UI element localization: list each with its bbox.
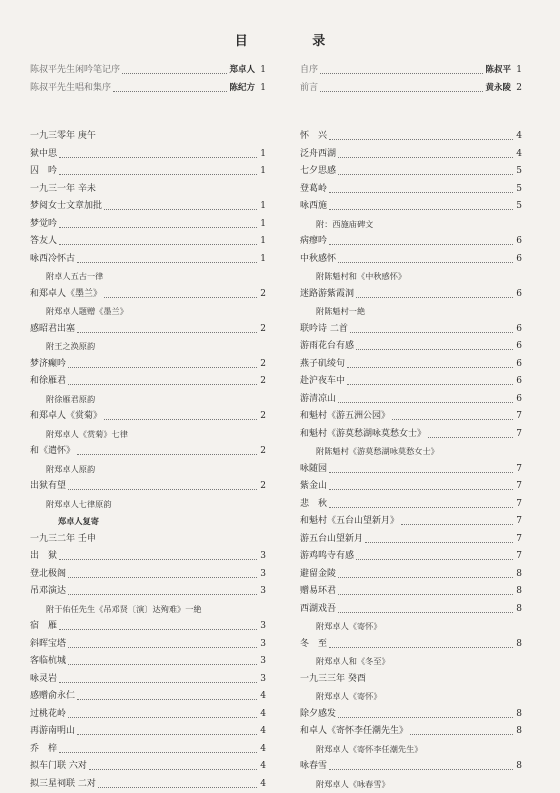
entry-title: 陈叔平先生闲吟笔记序 bbox=[30, 62, 120, 80]
entry-title: 过桃花岭 bbox=[30, 706, 66, 724]
entry-title: 附陈魁村《游莫愁湖咏莫愁女士》 bbox=[316, 443, 439, 461]
entry-title: 斜晖宝塔 bbox=[30, 636, 66, 654]
toc-sub-entry bbox=[30, 391, 266, 409]
toc-entry bbox=[30, 618, 266, 636]
leader-dots bbox=[356, 297, 513, 298]
page-number: 8 bbox=[515, 758, 522, 776]
entry-title: 紫金山 bbox=[300, 478, 327, 496]
toc-column-left bbox=[30, 128, 266, 793]
page-number: 7 bbox=[515, 496, 522, 514]
toc-sub-entry bbox=[30, 496, 266, 514]
toc-entry bbox=[30, 706, 266, 724]
page-number: 1 bbox=[259, 216, 266, 234]
page-number: 5 bbox=[515, 198, 522, 216]
page-number: 6 bbox=[515, 338, 522, 356]
toc-entry bbox=[30, 163, 266, 181]
toc-entry bbox=[30, 198, 266, 216]
toc-sub-entry bbox=[300, 618, 522, 636]
entry-title: 附：西施庙碑文 bbox=[316, 216, 373, 234]
leader-dots bbox=[59, 682, 257, 683]
leader-dots bbox=[338, 262, 513, 263]
toc-sub-entry bbox=[30, 601, 266, 619]
entry-title: 出 狱 bbox=[30, 548, 57, 566]
toc-entry bbox=[300, 128, 522, 146]
leader-dots bbox=[68, 594, 257, 595]
page-number: 1 bbox=[259, 62, 266, 80]
page-number: 4 bbox=[515, 128, 522, 146]
leader-dots bbox=[329, 647, 513, 648]
toc-entry bbox=[30, 478, 266, 496]
page-number: 8 bbox=[515, 723, 522, 741]
leader-dots bbox=[89, 769, 257, 770]
entry-title: 一九三零年 庚午 bbox=[30, 128, 96, 146]
leader-dots bbox=[350, 332, 513, 333]
page-number: 2 bbox=[259, 478, 266, 496]
entry-title: 附王之涣原韵 bbox=[46, 338, 95, 356]
page-number: 6 bbox=[515, 251, 522, 269]
entry-title: 登葛岭 bbox=[300, 181, 327, 199]
entry-title: 附郑卓人题赠《墨兰》 bbox=[46, 303, 128, 321]
year-heading bbox=[30, 181, 266, 199]
entry-title: 感昭君出塞 bbox=[30, 321, 75, 339]
toc-sub-entry bbox=[300, 741, 522, 759]
entry-title: 附陈魁村和《中秋感怀》 bbox=[316, 268, 406, 286]
leader-dots bbox=[122, 73, 227, 74]
entry-title: 咏西施 bbox=[300, 198, 327, 216]
page-title: 目 录 bbox=[0, 30, 560, 49]
entry-title: 拟车门联 六对 bbox=[30, 758, 87, 776]
entry-title: 游雨花台有感 bbox=[300, 338, 354, 356]
entry-title: 赴沪夜车中 bbox=[300, 373, 345, 391]
toc-entry bbox=[300, 426, 522, 444]
leader-dots bbox=[104, 297, 257, 298]
leader-dots bbox=[77, 734, 257, 735]
entry-title: 狱中思 bbox=[30, 146, 57, 164]
leader-dots bbox=[347, 384, 513, 385]
entry-title: 西湖戏吾 bbox=[300, 601, 336, 619]
leader-dots bbox=[113, 91, 227, 92]
page-number: 2 bbox=[259, 408, 266, 426]
leader-dots bbox=[338, 157, 513, 158]
toc-entry bbox=[300, 233, 522, 251]
leader-dots bbox=[59, 629, 257, 630]
toc-entry bbox=[300, 251, 522, 269]
page-number: 2 bbox=[259, 443, 266, 461]
page-number: 2 bbox=[259, 286, 266, 304]
toc-entry bbox=[30, 723, 266, 741]
leader-dots bbox=[347, 367, 513, 368]
toc-entry bbox=[300, 636, 522, 654]
page-number: 3 bbox=[259, 653, 266, 671]
entry-author: 郑卓人 bbox=[229, 62, 259, 80]
page-number: 7 bbox=[515, 426, 522, 444]
entry-title: 前言 bbox=[300, 80, 318, 98]
entry-title: 和卓人《寄怀李任潮先生》 bbox=[300, 723, 408, 741]
toc-sub-entry bbox=[300, 268, 522, 286]
entry-title: 咏春雪 bbox=[300, 758, 327, 776]
toc-sub-entry bbox=[300, 688, 522, 706]
year-heading bbox=[300, 671, 522, 689]
entry-title: 和魁村《游五洲公园》 bbox=[300, 408, 390, 426]
leader-dots bbox=[329, 139, 513, 140]
page-number: 6 bbox=[515, 233, 522, 251]
front-matter-entry bbox=[300, 62, 522, 80]
leader-dots bbox=[104, 209, 257, 210]
leader-dots bbox=[77, 699, 257, 700]
leader-dots bbox=[59, 227, 257, 228]
entry-title: 和魁村《五台山望新月》 bbox=[300, 513, 399, 531]
toc-entry bbox=[300, 548, 522, 566]
leader-dots bbox=[68, 647, 257, 648]
entry-title: 和魁村《游莫愁湖咏莫愁女士》 bbox=[300, 426, 426, 444]
page-number: 6 bbox=[515, 356, 522, 374]
front-matter-entry bbox=[30, 80, 266, 98]
page-number: 1 bbox=[259, 251, 266, 269]
toc-entry bbox=[30, 566, 266, 584]
entry-title: 囚 吟 bbox=[30, 163, 57, 181]
page-number: 8 bbox=[515, 636, 522, 654]
page-number: 6 bbox=[515, 286, 522, 304]
entry-title: 中秋感怀 bbox=[300, 251, 336, 269]
leader-dots bbox=[329, 209, 513, 210]
entry-title: 悲 秋 bbox=[300, 496, 327, 514]
toc-entry bbox=[30, 583, 266, 601]
year-heading bbox=[30, 531, 266, 549]
leader-dots bbox=[98, 787, 257, 788]
entry-title: 客临杭城 bbox=[30, 653, 66, 671]
leader-dots bbox=[68, 717, 257, 718]
toc-entry bbox=[30, 653, 266, 671]
toc-sub-entry bbox=[30, 426, 266, 444]
front-matter-left bbox=[30, 62, 266, 97]
entry-author: 黄永陵 bbox=[485, 80, 515, 98]
entry-title: 再游南明山 bbox=[30, 723, 75, 741]
toc-entry bbox=[30, 408, 266, 426]
entry-title: 一九三二年 壬申 bbox=[30, 531, 96, 549]
toc-column-right bbox=[300, 128, 522, 793]
entry-title: 除夕感发 bbox=[300, 706, 336, 724]
toc-entry bbox=[30, 671, 266, 689]
toc-entry bbox=[30, 741, 266, 759]
entry-title: 怀 兴 bbox=[300, 128, 327, 146]
leader-dots bbox=[428, 437, 513, 438]
entry-title: 游五台山望新月 bbox=[300, 531, 363, 549]
page-number: 4 bbox=[259, 758, 266, 776]
leader-dots bbox=[338, 717, 513, 718]
toc-entry bbox=[300, 286, 522, 304]
page-number: 2 bbox=[259, 321, 266, 339]
leader-dots bbox=[329, 192, 513, 193]
page-number: 2 bbox=[515, 80, 522, 98]
entry-title: 一九三一年 辛未 bbox=[30, 181, 96, 199]
toc-entry bbox=[30, 286, 266, 304]
front-matter-entry bbox=[300, 80, 522, 98]
toc-entry bbox=[300, 198, 522, 216]
entry-title: 和《遣怀》 bbox=[30, 443, 75, 461]
toc-entry bbox=[300, 373, 522, 391]
toc-entry bbox=[30, 373, 266, 391]
leader-dots bbox=[68, 367, 257, 368]
toc-sub-entry bbox=[30, 513, 266, 531]
toc-entry bbox=[30, 356, 266, 374]
toc-entry bbox=[300, 478, 522, 496]
page-number: 1 bbox=[259, 80, 266, 98]
page-number: 4 bbox=[259, 688, 266, 706]
toc-sub-entry bbox=[30, 268, 266, 286]
page-number: 8 bbox=[515, 566, 522, 584]
entry-title: 附郑卓人原韵 bbox=[46, 461, 95, 479]
toc-entry bbox=[30, 216, 266, 234]
page-number: 4 bbox=[259, 776, 266, 793]
entry-title: 附郑卓人《寄怀》 bbox=[316, 688, 382, 706]
toc-entry bbox=[30, 443, 266, 461]
entry-title: 游清凉山 bbox=[300, 391, 336, 409]
toc-entry bbox=[300, 461, 522, 479]
toc-entry bbox=[30, 688, 266, 706]
page-number: 7 bbox=[515, 513, 522, 531]
leader-dots bbox=[365, 542, 513, 543]
toc-entry bbox=[30, 233, 266, 251]
entry-title: 附郑卓人和《冬至》 bbox=[316, 653, 390, 671]
leader-dots bbox=[320, 91, 483, 92]
toc-entry bbox=[30, 548, 266, 566]
page-number: 1 bbox=[259, 163, 266, 181]
leader-dots bbox=[77, 262, 257, 263]
page-number: 5 bbox=[515, 163, 522, 181]
page-number: 7 bbox=[515, 461, 522, 479]
leader-dots bbox=[329, 244, 513, 245]
entry-title: 避留金陵 bbox=[300, 566, 336, 584]
toc-entry bbox=[300, 601, 522, 619]
page-number: 1 bbox=[515, 62, 522, 80]
entry-title: 和郑卓人《赏菊》 bbox=[30, 408, 102, 426]
page-number: 3 bbox=[259, 583, 266, 601]
toc-entry bbox=[30, 321, 266, 339]
leader-dots bbox=[338, 577, 513, 578]
toc-entry bbox=[300, 163, 522, 181]
toc-entry bbox=[300, 723, 522, 741]
leader-dots bbox=[338, 174, 513, 175]
leader-dots bbox=[59, 752, 257, 753]
entry-title: 泛舟西湖 bbox=[300, 146, 336, 164]
page-number: 8 bbox=[515, 706, 522, 724]
page-number: 6 bbox=[515, 373, 522, 391]
leader-dots bbox=[77, 454, 257, 455]
entry-title: 和徐雁君 bbox=[30, 373, 66, 391]
leader-dots bbox=[401, 524, 513, 525]
front-matter-right bbox=[300, 62, 522, 97]
leader-dots bbox=[320, 73, 483, 74]
entry-title: 一九三三年 癸酉 bbox=[300, 671, 366, 689]
entry-title: 答友人 bbox=[30, 233, 57, 251]
page-number: 7 bbox=[515, 548, 522, 566]
toc-sub-entry bbox=[30, 303, 266, 321]
leader-dots bbox=[329, 489, 513, 490]
year-heading bbox=[30, 128, 266, 146]
toc-entry bbox=[300, 496, 522, 514]
entry-title: 附郑卓人七律原韵 bbox=[46, 496, 112, 514]
page-number: 8 bbox=[515, 583, 522, 601]
page-number: 3 bbox=[259, 566, 266, 584]
page-number: 2 bbox=[259, 373, 266, 391]
toc-sub-entry bbox=[300, 303, 522, 321]
page-number: 1 bbox=[259, 198, 266, 216]
toc-sub-entry bbox=[300, 653, 522, 671]
toc-sub-entry bbox=[300, 216, 522, 234]
entry-title: 梦觉吟 bbox=[30, 216, 57, 234]
leader-dots bbox=[104, 419, 257, 420]
toc-entry bbox=[300, 338, 522, 356]
leader-dots bbox=[59, 157, 257, 158]
entry-title: 附郑卓人《咏春雪》 bbox=[316, 776, 390, 793]
entry-title: 咏随园 bbox=[300, 461, 327, 479]
leader-dots bbox=[68, 664, 257, 665]
page-number: 3 bbox=[259, 636, 266, 654]
leader-dots bbox=[68, 384, 257, 385]
leader-dots bbox=[410, 734, 513, 735]
leader-dots bbox=[68, 577, 257, 578]
entry-title: 出狱有望 bbox=[30, 478, 66, 496]
leader-dots bbox=[338, 594, 513, 595]
entry-title: 病瘳吟 bbox=[300, 233, 327, 251]
leader-dots bbox=[59, 559, 257, 560]
toc-entry bbox=[30, 776, 266, 793]
entry-title: 迷路游紫霞洞 bbox=[300, 286, 354, 304]
page-number: 4 bbox=[259, 706, 266, 724]
leader-dots bbox=[59, 174, 257, 175]
entry-author: 陈纪方 bbox=[229, 80, 259, 98]
toc-entry bbox=[30, 758, 266, 776]
entry-title: 冬 至 bbox=[300, 636, 327, 654]
leader-dots bbox=[329, 769, 513, 770]
page-number: 7 bbox=[515, 478, 522, 496]
toc-entry bbox=[300, 531, 522, 549]
toc-entry bbox=[300, 566, 522, 584]
entry-author: 陈叔平 bbox=[485, 62, 515, 80]
page-number: 6 bbox=[515, 391, 522, 409]
entry-title: 附郑卓人《寄怀》 bbox=[316, 618, 382, 636]
leader-dots bbox=[356, 559, 513, 560]
entry-title: 郑卓人复寄 bbox=[58, 513, 99, 531]
toc-sub-entry bbox=[300, 443, 522, 461]
entry-title: 附陈魁村一絶 bbox=[316, 303, 365, 321]
entry-title: 燕子矶绫句 bbox=[300, 356, 345, 374]
toc-entry bbox=[300, 408, 522, 426]
entry-title: 拟三星祠联 二对 bbox=[30, 776, 96, 793]
leader-dots bbox=[356, 349, 513, 350]
page-number: 8 bbox=[515, 601, 522, 619]
toc-sub-entry bbox=[30, 338, 266, 356]
toc-entry bbox=[300, 321, 522, 339]
entry-title: 登北极阁 bbox=[30, 566, 66, 584]
entry-title: 附郑卓人《寄怀李任潮先生》 bbox=[316, 741, 422, 759]
toc-entry bbox=[300, 146, 522, 164]
page-number: 1 bbox=[259, 233, 266, 251]
page-number: 2 bbox=[259, 356, 266, 374]
toc-entry bbox=[30, 251, 266, 269]
toc-sub-entry bbox=[300, 776, 522, 793]
leader-dots bbox=[59, 244, 257, 245]
entry-title: 咏西冷怀古 bbox=[30, 251, 75, 269]
page-number: 7 bbox=[515, 408, 522, 426]
entry-title: 附卓人五古一律 bbox=[46, 268, 103, 286]
entry-title: 附徐雁君原韵 bbox=[46, 391, 95, 409]
page-number: 6 bbox=[515, 321, 522, 339]
entry-title: 赠易环君 bbox=[300, 583, 336, 601]
toc-entry bbox=[30, 146, 266, 164]
entry-title: 附郑卓人《赏菊》七律 bbox=[46, 426, 128, 444]
page-number: 4 bbox=[515, 146, 522, 164]
toc-entry bbox=[300, 513, 522, 531]
page-number: 7 bbox=[515, 531, 522, 549]
toc-entry bbox=[300, 758, 522, 776]
entry-title: 七夕思感 bbox=[300, 163, 336, 181]
toc-entry bbox=[300, 583, 522, 601]
leader-dots bbox=[329, 507, 513, 508]
page-number: 4 bbox=[259, 723, 266, 741]
entry-title: 游鸡鸣寺有感 bbox=[300, 548, 354, 566]
page-number: 3 bbox=[259, 671, 266, 689]
entry-title: 梦济癫吟 bbox=[30, 356, 66, 374]
front-matter-entry bbox=[30, 62, 266, 80]
toc-entry bbox=[300, 181, 522, 199]
entry-title: 附于佑任先生《吊邓贤〔演〕达殉难》一絶 bbox=[46, 601, 202, 619]
leader-dots bbox=[329, 472, 513, 473]
leader-dots bbox=[338, 612, 513, 613]
page-number: 3 bbox=[259, 618, 266, 636]
entry-title: 联吟诗 二首 bbox=[300, 321, 348, 339]
entry-title: 乔 梓 bbox=[30, 741, 57, 759]
leader-dots bbox=[338, 402, 513, 403]
page-number: 3 bbox=[259, 548, 266, 566]
leader-dots bbox=[77, 332, 257, 333]
toc-entry bbox=[300, 706, 522, 724]
toc-entry bbox=[30, 636, 266, 654]
leader-dots bbox=[68, 489, 257, 490]
entry-title: 陈叔平先生唱和集序 bbox=[30, 80, 111, 98]
entry-title: 感赠俞永仁 bbox=[30, 688, 75, 706]
toc-entry bbox=[300, 391, 522, 409]
toc-sub-entry bbox=[30, 461, 266, 479]
page-number: 5 bbox=[515, 181, 522, 199]
leader-dots bbox=[392, 419, 513, 420]
entry-title: 和郑卓人《墨兰》 bbox=[30, 286, 102, 304]
entry-title: 梦阅女士文章加批 bbox=[30, 198, 102, 216]
toc-entry bbox=[300, 356, 522, 374]
entry-title: 咏灵岩 bbox=[30, 671, 57, 689]
entry-title: 自序 bbox=[300, 62, 318, 80]
page-number: 4 bbox=[259, 741, 266, 759]
entry-title: 吊邓演达 bbox=[30, 583, 66, 601]
page-number: 1 bbox=[259, 146, 266, 164]
entry-title: 宿 雁 bbox=[30, 618, 57, 636]
